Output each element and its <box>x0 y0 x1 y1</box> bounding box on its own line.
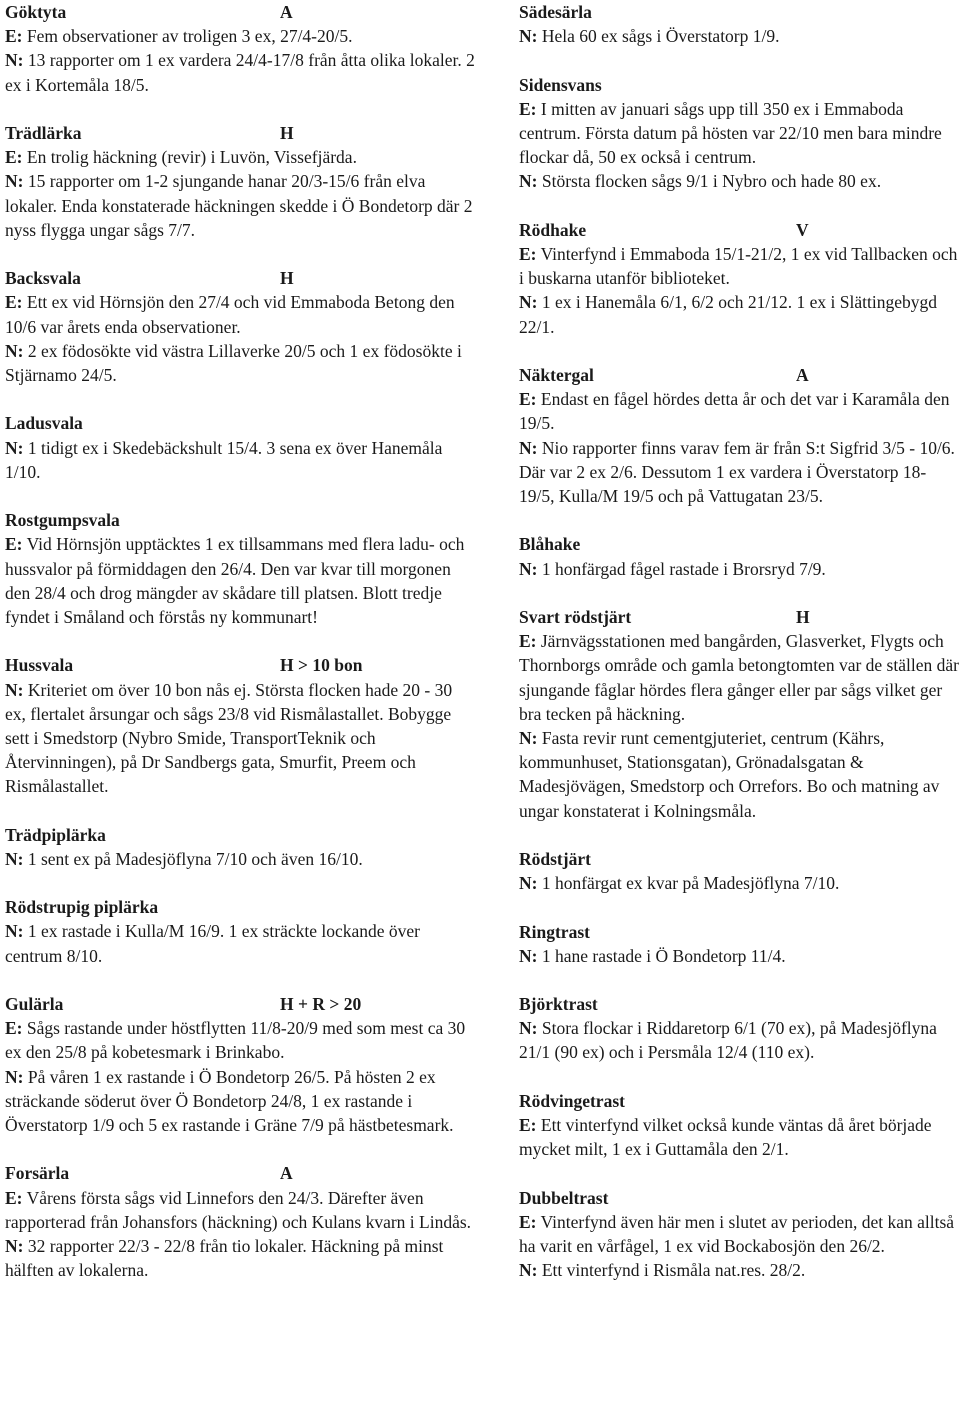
emmaboda-observation <box>5 290 475 338</box>
nybro-observation <box>5 847 475 871</box>
observation-text: I mitten av januari sågs upp till 350 ex i Emmaboda centrum. Första datum på hösten var 22/10 men bara mindre flockar då, 50 ex också i centrum. <box>519 98 942 168</box>
species-name: Trädpiplärka <box>5 824 106 845</box>
species-entry-rodstrupig-piplarka <box>5 895 475 968</box>
observation-text: Stora flockar i Riddaretorp 6/1 (70 ex), på Madesjöflyna 21/1 (90 ex) och i Persmåla 12/4 (110 ex). <box>519 1018 937 1063</box>
species-heading <box>5 823 475 847</box>
species-name: Rödstjärt <box>519 848 591 869</box>
region-tag: N: <box>5 921 24 942</box>
species-heading <box>519 1186 960 1210</box>
nybro-observation <box>5 339 475 387</box>
observation-text: 1 tidigt ex i Skedebäckshult 15/4. 3 sena ex över Hanemåla 1/10. <box>5 437 443 482</box>
region-tag: N: <box>519 873 538 894</box>
species-heading <box>519 363 960 387</box>
region-tag: N: <box>5 50 24 71</box>
species-entry-rodstjart <box>519 847 960 895</box>
species-entry-hussvala <box>5 653 475 798</box>
observation-text: 15 rapporter om 1-2 sjungande hanar 20/3-15/6 från elva lokaler. Enda konstaterade häckningen skedde i Ö Bondetorp där 2 nyss flygga ungar sågs 7/7. <box>5 171 473 240</box>
species-name: Rödvingetrast <box>519 1090 625 1111</box>
species-entry-rostgumpsvala <box>5 508 475 629</box>
species-heading <box>519 847 960 871</box>
emmaboda-observation <box>5 145 475 169</box>
nybro-observation <box>5 678 475 799</box>
observation-text: Vårens första sågs vid Linnefors den 24/3. Därefter även rapporterad från Johansfors (häckning) och Kulans kvarn i Lindås. <box>5 1187 472 1232</box>
nybro-observation <box>5 169 475 242</box>
species-heading <box>5 895 475 919</box>
emmaboda-observation <box>519 1113 960 1161</box>
nybro-observation <box>5 919 475 967</box>
species-heading <box>5 411 475 435</box>
species-name: Hussvala <box>5 655 74 676</box>
nybro-observation <box>519 169 960 193</box>
observation-text: 1 ex i Hanemåla 6/1, 6/2 och 21/12. 1 ex i Slättingebygd 22/1. <box>519 292 937 337</box>
species-name: Näktergal <box>519 364 594 385</box>
emmaboda-observation <box>5 1186 475 1234</box>
emmaboda-observation <box>519 629 960 726</box>
species-heading <box>519 920 960 944</box>
emmaboda-observation <box>519 387 960 435</box>
species-name: Rödhake <box>519 219 587 240</box>
observation-text: På våren 1 ex rastande i Ö Bondetorp 26/5. På hösten 2 ex sträckande söderut över Ö Bondetorp 24/8, 1 ex rastande i Överstatorp 1/9 och 5 ex rastande i Gräne 7/9 på hästbetesmark. <box>5 1066 454 1136</box>
species-entry-dubbeltrast <box>519 1186 960 1283</box>
observation-text: Ett vinterfynd i Rismåla nat.res. 28/2. <box>541 1260 806 1281</box>
region-tag: N: <box>519 437 538 458</box>
nybro-observation <box>5 1234 475 1282</box>
observation-text: Vid Hörnsjön upptäcktes 1 ex tillsammans med flera ladu- och hussvalor på förmiddagen den 26/4. Den var kvar till morgonen den 28/4 och drog mängder av skådare till platsen. Blott tredje fyndet i Småland och förstås ny kommunart! <box>5 534 465 627</box>
region-tag: E: <box>519 1211 537 1232</box>
species-entry-bjorktrast <box>519 992 960 1065</box>
species-entry-rodvingetrast <box>519 1089 960 1162</box>
region-tag: E: <box>5 26 23 47</box>
species-entry-forsarla <box>5 1161 475 1282</box>
species-name: Svart rödstjärt <box>519 606 632 627</box>
species-status-code: A <box>280 2 293 22</box>
nybro-observation <box>519 290 960 338</box>
region-tag: N: <box>519 26 538 47</box>
nybro-observation <box>519 726 960 823</box>
observation-text: Endast en fågel hördes detta år och det var i Karamåla den 19/5. <box>519 389 950 434</box>
nybro-observation <box>519 871 960 895</box>
species-entry-ringtrast <box>519 920 960 968</box>
region-tag: E: <box>519 389 537 410</box>
emmaboda-observation <box>519 1210 960 1258</box>
nybro-observation <box>519 436 960 509</box>
species-name: Ladusvala <box>5 413 83 434</box>
species-entry-naktergal <box>519 363 960 508</box>
observation-text: Järnvägsstationen med bangården, Glasverket, Flygts och Thornborgs område och gamla betongtomten var de ställen där sjungande fåglar hördes flera gånger eller par sågs vilket ger bra tecken på häckning. <box>519 631 959 724</box>
nybro-observation <box>519 944 960 968</box>
species-heading <box>519 218 960 242</box>
nybro-observation <box>5 1065 475 1138</box>
species-entry-svart-rodstjart <box>519 605 960 823</box>
species-heading <box>519 73 960 97</box>
observation-text: Vinterfynd även här men i slutet av perioden, det kan alltså ha varit en vårfågel, 1 ex vid Bockabosjön den 26/2. <box>519 1211 955 1257</box>
region-tag: E: <box>519 243 537 264</box>
region-tag: E: <box>5 1018 23 1039</box>
observation-text: Fasta revir runt cementgjuteriet, centrum (Kährs, kommunhuset, Stationsgatan), Grönadalsgatan & Madesjövägen, Smedstorp och Orrefors. Bo och matning av ungar konstaterat i Kolningsmåla. <box>519 727 940 821</box>
species-entry-blahake <box>519 532 960 580</box>
species-heading <box>5 266 475 290</box>
observation-text: Hela 60 ex sågs i Överstatorp 1/9. <box>541 26 780 47</box>
observation-text: Fem observationer av troligen 3 ex, 27/4-20/5. <box>26 26 353 47</box>
species-heading <box>5 121 475 145</box>
species-heading <box>5 508 475 532</box>
emmaboda-observation <box>5 24 475 48</box>
region-tag: N: <box>5 679 24 700</box>
region-tag: E: <box>5 292 23 313</box>
species-status-code: H <box>796 606 810 627</box>
species-name: Rödstrupig piplärka <box>5 897 159 918</box>
region-tag: E: <box>519 98 537 119</box>
species-entry-sidensvans <box>519 73 960 194</box>
species-heading <box>5 653 475 677</box>
species-name: Ringtrast <box>519 921 590 942</box>
observation-text: 1 ex rastade i Kulla/M 16/9. 1 ex sträckte lockande över centrum 8/10. <box>5 921 421 966</box>
species-entry-tradlarka <box>5 121 475 242</box>
region-tag: E: <box>5 534 23 555</box>
nybro-observation <box>5 48 475 96</box>
observation-text: 2 ex födosökte vid västra Lillaverke 20/5 och 1 ex födosökte i Stjärnamo 24/5. <box>5 340 462 385</box>
right-column <box>519 0 960 1307</box>
emmaboda-observation <box>5 1016 475 1064</box>
species-heading <box>519 0 960 24</box>
nybro-observation <box>519 1016 960 1064</box>
region-tag: E: <box>5 1187 23 1208</box>
species-name: Backsvala <box>5 268 81 289</box>
species-entry-backsvala <box>5 266 475 387</box>
observation-text: Vinterfynd i Emmaboda 15/1-21/2, 1 ex vid Tallbacken och i buskarna utanför biblioteket. <box>519 243 958 289</box>
region-tag: N: <box>519 945 538 966</box>
observation-text: 32 rapporter 22/3 - 22/8 från tio lokaler. Häckning på minst hälften av lokalerna. <box>5 1236 444 1281</box>
observation-text: 1 honfärgad fågel rastade i Brorsryd 7/9. <box>541 558 826 579</box>
emmaboda-observation <box>519 242 960 290</box>
species-name: Forsärla <box>5 1163 70 1184</box>
species-status-code: H > 10 bon <box>280 655 363 676</box>
region-tag: E: <box>519 1115 537 1136</box>
species-heading <box>519 992 960 1016</box>
region-tag: N: <box>5 848 24 869</box>
observation-text: 1 honfärgat ex kvar på Madesjöflyna 7/10. <box>541 873 840 894</box>
observation-text: 1 hane rastade i Ö Bondetorp 11/4. <box>541 945 786 966</box>
species-name: Sädesärla <box>519 2 592 22</box>
region-tag: N: <box>5 340 24 361</box>
species-heading <box>5 1161 475 1185</box>
region-tag: E: <box>5 147 23 168</box>
nybro-observation <box>519 1258 960 1282</box>
observation-text: Ett ex vid Hörnsjön den 27/4 och vid Emmaboda Betong den 10/6 var årets enda observationer. <box>5 292 455 337</box>
species-status-code: A <box>280 1163 293 1184</box>
species-status-code: V <box>796 219 809 240</box>
species-name: Dubbeltrast <box>519 1187 609 1208</box>
species-status-code: A <box>796 364 809 385</box>
species-name: Göktyta <box>5 2 67 22</box>
region-tag: N: <box>5 1236 24 1257</box>
region-tag: N: <box>519 292 538 313</box>
species-name: Björktrast <box>519 994 598 1015</box>
species-entry-tradpiplarka <box>5 823 475 871</box>
emmaboda-observation <box>5 532 475 629</box>
region-tag: N: <box>519 727 538 748</box>
species-status-code: H <box>280 268 294 289</box>
region-tag: N: <box>5 437 24 458</box>
species-name: Trädlärka <box>5 122 82 143</box>
species-status-code: H <box>280 122 294 143</box>
observation-text: 13 rapporter om 1 ex vardera 24/4-17/8 från åtta olika lokaler. 2 ex i Kortemåla 18/5. <box>5 50 475 95</box>
species-heading <box>519 605 960 629</box>
species-entry-sadesarla <box>519 0 960 48</box>
nybro-observation <box>5 436 475 484</box>
species-heading <box>5 992 475 1016</box>
species-entry-rodhake <box>519 218 960 339</box>
species-name: Gulärla <box>5 994 64 1015</box>
species-entry-gularla <box>5 992 475 1137</box>
region-tag: E: <box>519 631 537 652</box>
species-heading <box>519 532 960 556</box>
region-tag: N: <box>519 171 538 192</box>
observation-text: Ett vinterfynd vilket också kunde väntas då året började mycket milt, 1 ex i Guttamåla den 2/1. <box>519 1115 932 1160</box>
left-column <box>5 0 475 1307</box>
region-tag: N: <box>519 1260 538 1281</box>
species-heading <box>519 1089 960 1113</box>
nybro-observation <box>519 24 960 48</box>
emmaboda-observation <box>519 97 960 170</box>
observation-text: Kriteriet om över 10 bon nås ej. Största flocken hade 20 - 30 ex, flertalet årsungar och sågs 23/8 vid Rismålastallet. Bobygge sett i Smedstorp (Nybro Smide, TransportTeknik och Återvinningen), på Dr Sandbergs gata, Smurfit, Preem och Rismålastallet. <box>5 679 453 797</box>
observation-text: Nio rapporter finns varav fem är från S:t Sigfrid 3/5 - 10/6. Där var 2 ex 2/6. Dessutom 1 ex vardera i Överstatorp 18-19/5, Kulla/M 19/5 och på Vattugatan 23/5. <box>519 437 955 506</box>
species-status-code: H + R > 20 <box>280 994 362 1015</box>
species-name: Blåhake <box>519 534 581 555</box>
region-tag: N: <box>5 1066 24 1087</box>
nybro-observation <box>519 557 960 581</box>
species-name: Sidensvans <box>519 74 602 95</box>
species-heading <box>5 0 475 24</box>
species-entry-goktyta <box>5 0 475 97</box>
observation-text: Sågs rastande under höstflytten 11/8-20/9 med som mest ca 30 ex den 25/8 på kobetesmark i Brinkabo. <box>5 1018 466 1063</box>
region-tag: N: <box>5 171 24 192</box>
region-tag: N: <box>519 1018 538 1039</box>
species-name: Rostgumpsvala <box>5 510 120 531</box>
observation-text: En trolig häckning (revir) i Luvön, Vissefjärda. <box>26 147 357 168</box>
species-entry-ladusvala <box>5 411 475 484</box>
region-tag: N: <box>519 558 538 579</box>
observation-text: Största flocken sågs 9/1 i Nybro och hade 80 ex. <box>541 171 882 192</box>
observation-text: 1 sent ex på Madesjöflyna 7/10 och även 16/10. <box>27 848 363 869</box>
